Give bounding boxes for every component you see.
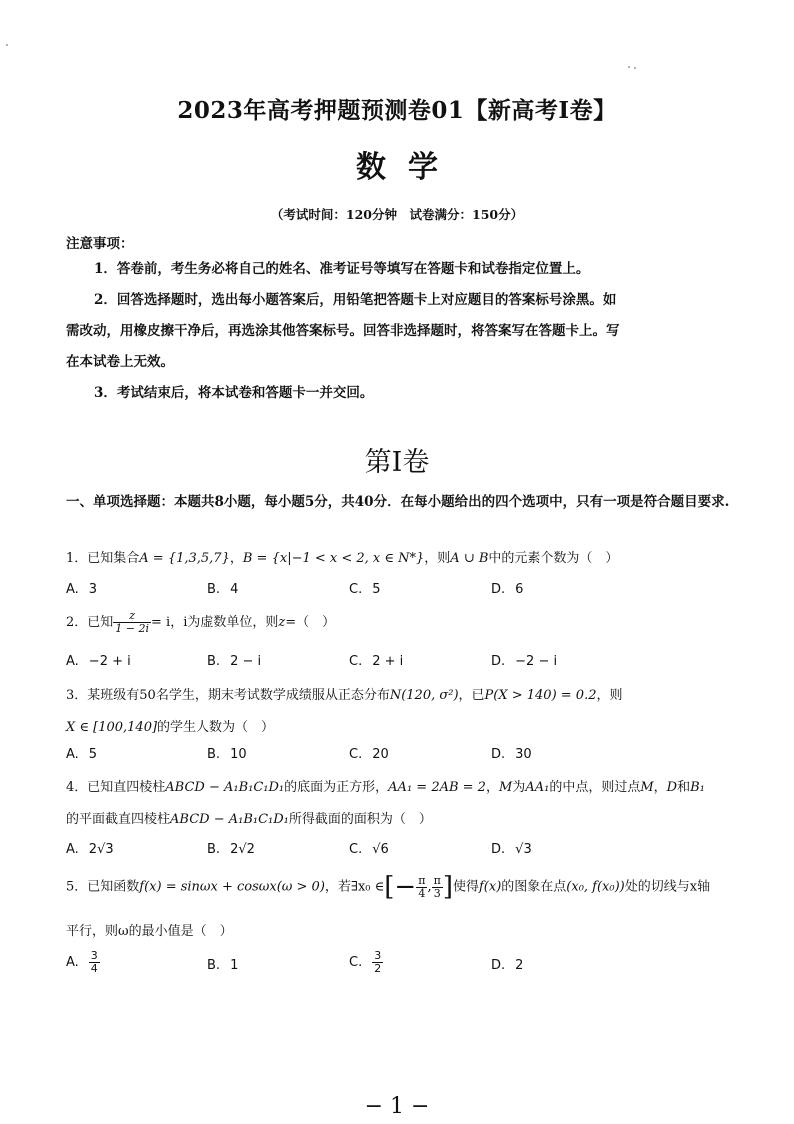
option-b: B. 2 − i xyxy=(207,654,262,669)
option-a: A. $\frac{3}{4}$ xyxy=(66,949,98,975)
notice-item-2-line-3: 在本试卷上无效。 xyxy=(66,354,174,370)
set-b: B = {x|−1 < x < 2, x ∈ N*} xyxy=(242,551,425,566)
fraction-3-4: $\frac{3}{4}$ xyxy=(90,949,98,975)
option-d: D. √3 xyxy=(491,842,532,857)
option-c: C. 5 xyxy=(349,582,381,597)
option-c: C. √6 xyxy=(349,842,389,857)
scan-speck xyxy=(628,66,630,68)
notice-item-1: 1．答卷前，考生务必将自己的姓名、准考证号等填写在答题卡和试卷指定位置上。 xyxy=(94,261,590,277)
page-number: − 1 − xyxy=(364,1094,430,1119)
option-d: D. 30 xyxy=(491,747,532,762)
notice-item-2-line-1: 2．回答选择题时，选出每小题答案后，用铅笔把答题卡上对应题目的答案标号涂黑。如 xyxy=(94,292,617,308)
notice-item-3: 3．考试结束后，将本试卷和答题卡一并交回。 xyxy=(94,385,374,401)
question-5-line-2: 平行，则ω的最小值是（ ） xyxy=(66,924,233,939)
option-a: A. 2√3 xyxy=(66,842,114,857)
fraction-3-2: $\frac{3}{2}$ xyxy=(374,949,382,975)
part-title: 第Ⅰ卷 xyxy=(364,447,430,478)
subject-title: 数学 xyxy=(356,150,460,185)
question-3-line-2: X ∈ [100,140]的学生人数为（ ） xyxy=(66,720,275,735)
option-a: A. 5 xyxy=(66,747,98,762)
option-d: D. 2 xyxy=(491,958,524,973)
scan-speck xyxy=(6,44,8,46)
set-a: A = {1,3,5,7} xyxy=(139,551,230,566)
exam-title: 2023年高考押题预测卷01【新高考Ⅰ卷】 xyxy=(177,97,617,124)
question-1: 1．已知集合A = {1,3,5,7}，B = {x|−1 < x < 2, x ∈ N*}，则A ∪ B中的元素个数为（ ） xyxy=(66,551,619,566)
question-2: 2．已知 $\frac{z}{1 - 2i}$ = i，i为虚数单位，则z=（ ） xyxy=(66,609,336,635)
option-a: A. −2 + i xyxy=(66,654,131,669)
fraction-pi-3: $\frac{\pi}{3}$ xyxy=(433,873,441,900)
option-b: B. 2√2 xyxy=(207,842,255,857)
option-b: B. 10 xyxy=(207,747,247,762)
option-b: B. 4 xyxy=(207,582,239,597)
fraction-pi-4: $\frac{\pi}{4}$ xyxy=(418,873,426,900)
question-4-line-2: 的平面截直四棱柱ABCD − A₁B₁C₁D₁所得截面的面积为（ ） xyxy=(66,812,432,827)
option-d: D. −2 − i xyxy=(491,654,558,669)
section-heading: 一、单项选择题：本题共8小题，每小题5分，共40分．在每小题给出的四个选项中，只有一项是符合题目要求. xyxy=(66,494,730,510)
option-b: B. 1 xyxy=(207,958,239,973)
notice-list xyxy=(66,254,620,409)
option-c: C. 20 xyxy=(349,747,389,762)
exam-info: （考试时间：120分钟 试卷满分：150分） xyxy=(270,207,524,222)
fraction-z: $\frac{z}{1 - 2i}$ xyxy=(115,609,150,635)
notice-heading: 注意事项： xyxy=(66,236,134,252)
option-d: D. 6 xyxy=(491,582,524,597)
question-3-line-1: 3．某班级有50名学生，期末考试数学成绩服从正态分布N(120, σ²)，已P(X > 140) = 0.2，则 xyxy=(66,688,623,703)
scan-speck xyxy=(634,67,636,69)
question-4-line-1: 4．已知直四棱柱ABCD − A₁B₁C₁D₁的底面为正方形，AA₁ = 2AB = 2，M为AA₁的中点，则过点M，D和B₁ xyxy=(66,780,705,795)
question-5-line-1: 5．已知函数f(x) = sinωx + cosωx(ω > 0)，若∃x₀ ∈[− $\frac{\pi}{4}$ , $\frac{\pi}{3}$ ]使得f(x)的图象在点(x₀, f(x₀))处的切线与x轴 xyxy=(66,872,711,902)
option-c: C. $\frac{3}{2}$ xyxy=(349,949,382,975)
notice-item-2-line-2: 需改动，用橡皮擦干净后，再选涂其他答案标号。回答非选择题时，将答案写在答题卡上。写 xyxy=(66,323,620,339)
option-c: C. 2 + i xyxy=(349,654,404,669)
option-a: A. 3 xyxy=(66,582,98,597)
